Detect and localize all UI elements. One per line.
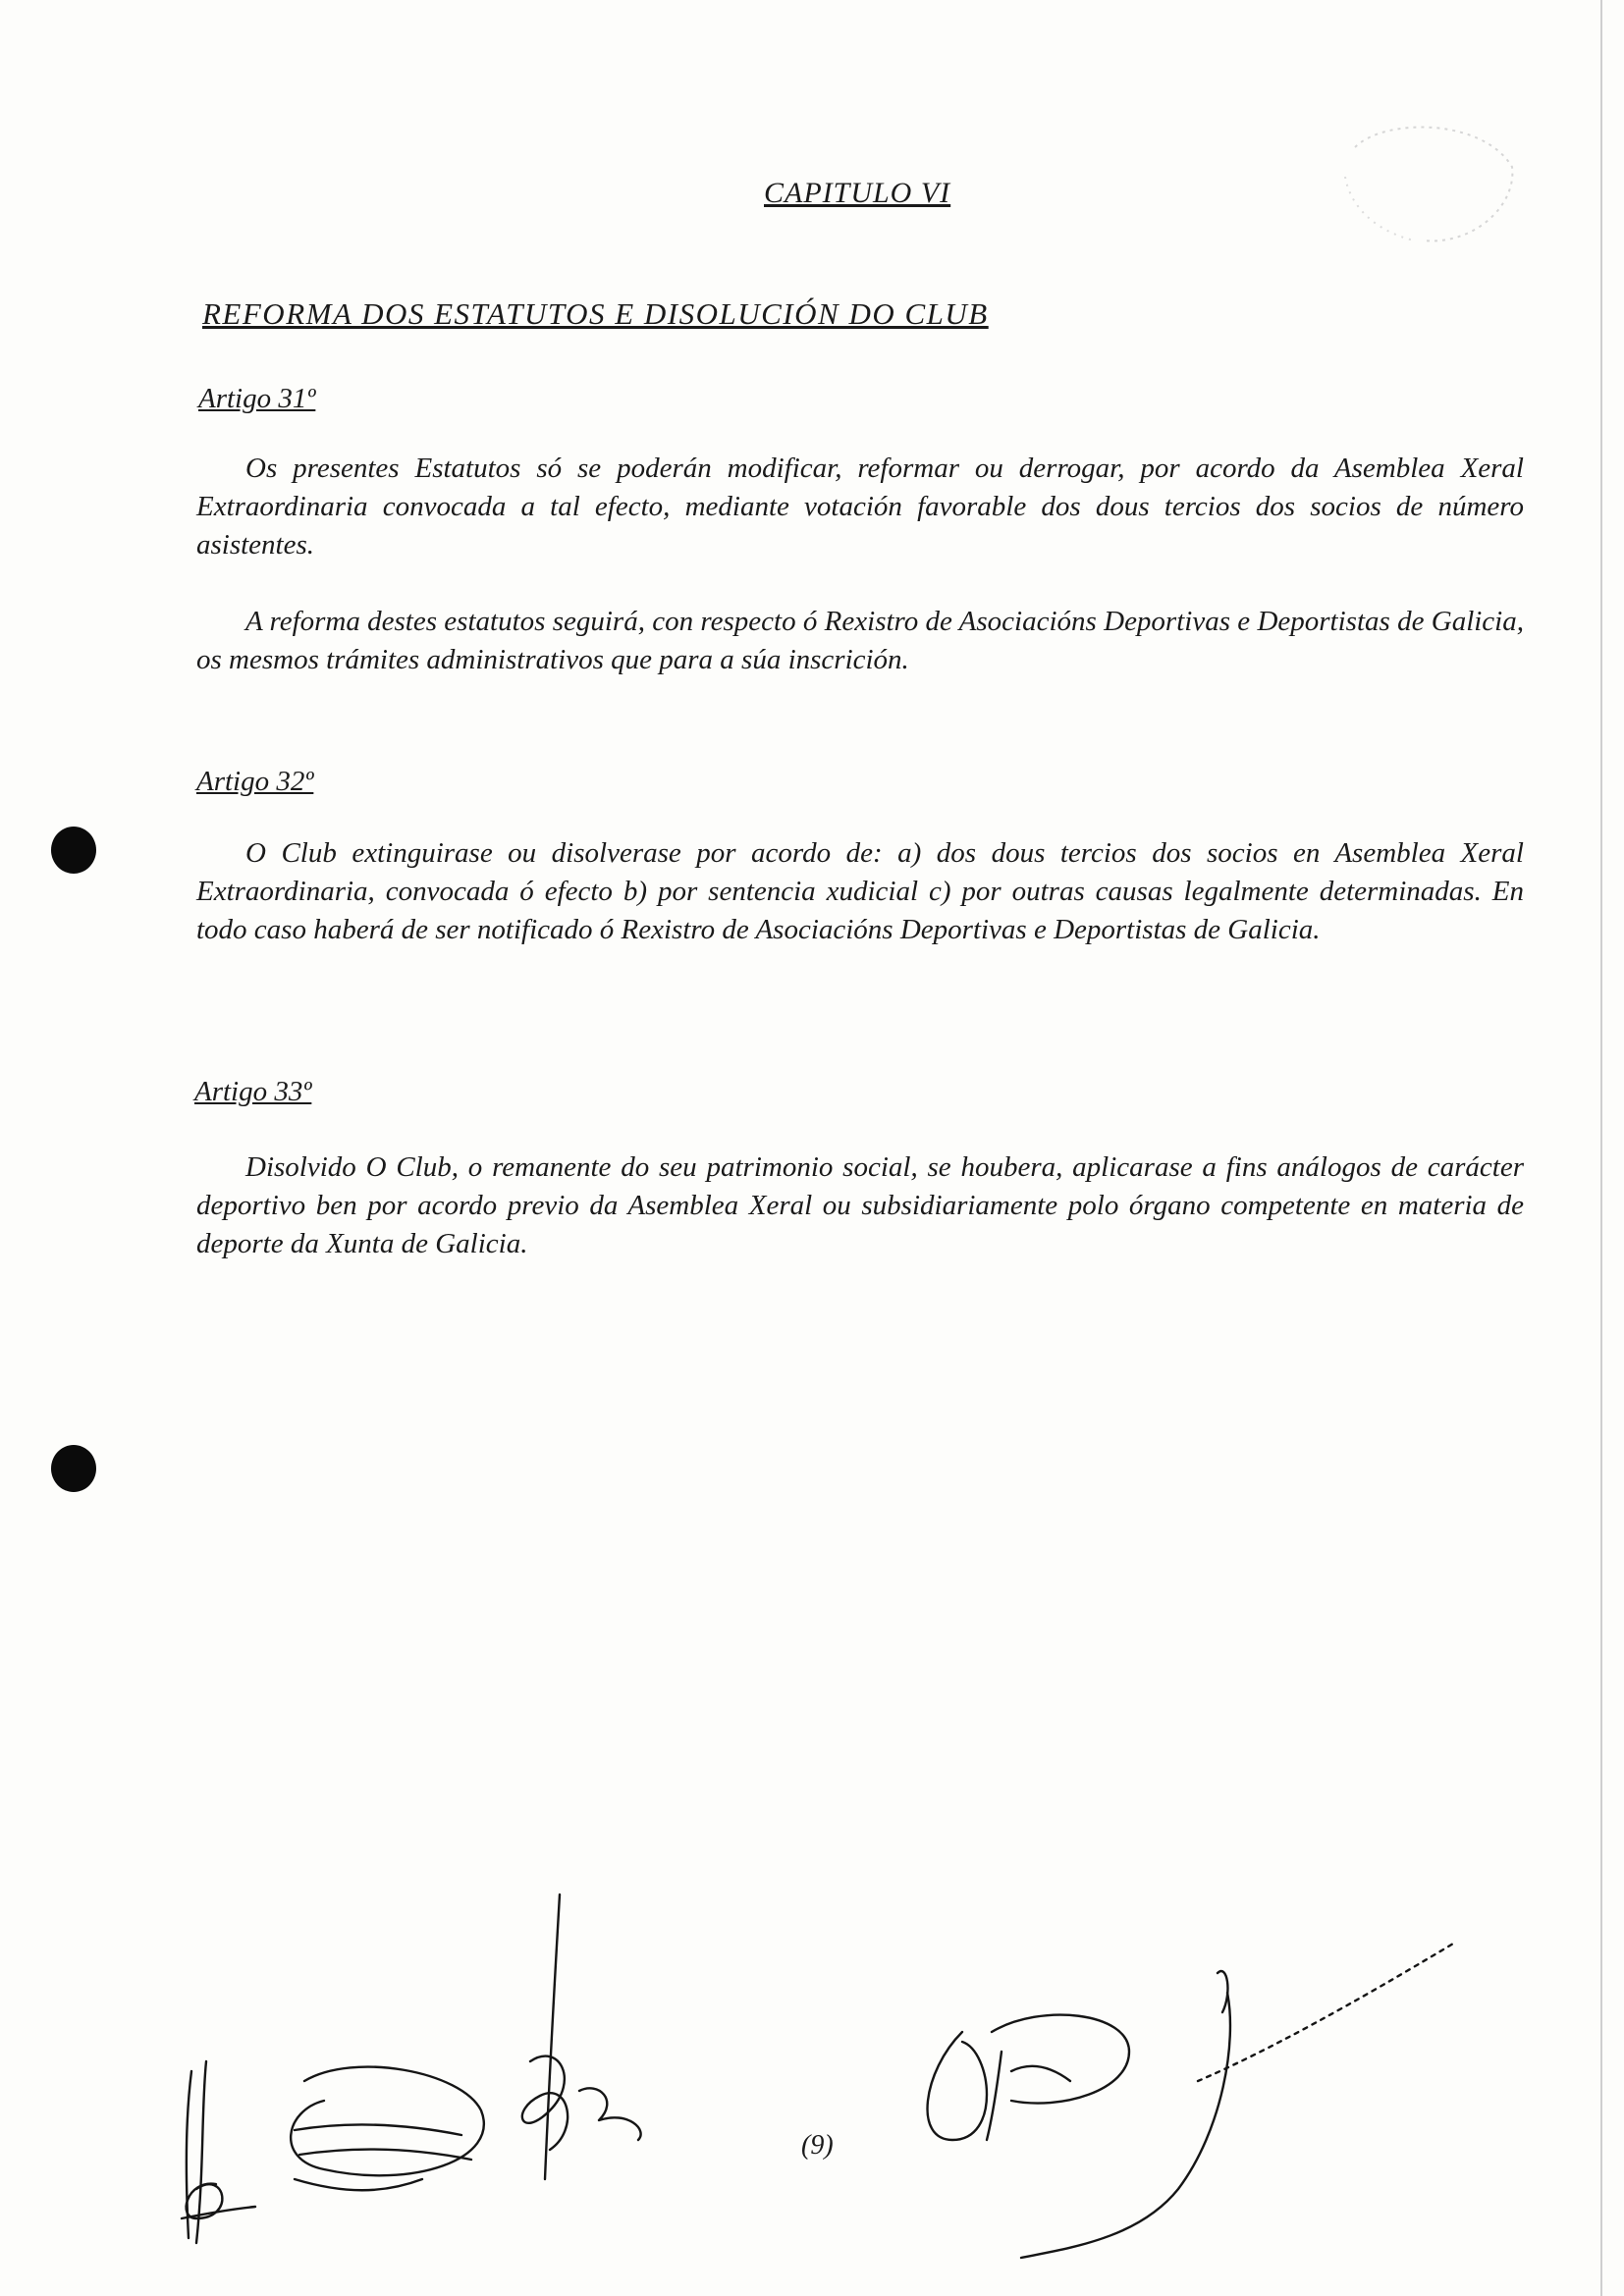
section-title: REFORMA DOS ESTATUTOS E DISOLUCIÓN DO CLUB bbox=[202, 296, 989, 331]
article-33-heading: Artigo 33º bbox=[194, 1076, 312, 1107]
article-31-paragraph-1 bbox=[196, 450, 1524, 564]
article-32-paragraph-1 bbox=[196, 834, 1524, 949]
signature-2 bbox=[265, 2052, 511, 2248]
faint-stamp-mark bbox=[1316, 108, 1532, 255]
scan-edge-line bbox=[1600, 0, 1602, 2296]
article-31-paragraph-2-text: A reforma destes estatutos seguirá, con respecto ó Rexistro de Asociacións Deportivas e Deportistas de Galicia, os mesmos trámites administrativos que para a súa inscrición. bbox=[196, 606, 1524, 675]
punch-hole-top bbox=[51, 827, 96, 874]
article-33-paragraph-1 bbox=[196, 1148, 1524, 1263]
article-31-paragraph-1-text: Os presentes Estatutos só se poderán modificar, reformar ou derrogar, por acordo da Asemblea Xeral Extraordinaria convocada a tal efecto, mediante votación favorable dos dous tercios dos socios de número asistentes. bbox=[196, 453, 1524, 561]
article-31-paragraph-2 bbox=[196, 603, 1524, 679]
signature-5 bbox=[1011, 1934, 1463, 2268]
article-32-paragraph-1-text: O Club extinguirase ou disolverase por acordo de: a) dos dous tercios dos socios en Asemblea Xeral Extraordinaria, convocada ó efecto b) por sentencia xudicial c) por outras causas legalmente determinadas. En todo caso haberá de ser notificado ó Rexistro de Asociacións Deportivas e Deportistas de Galicia. bbox=[196, 837, 1524, 945]
chapter-title: CAPITULO VI bbox=[764, 177, 951, 209]
article-32-heading: Artigo 32º bbox=[196, 766, 314, 797]
article-31-heading: Artigo 31º bbox=[198, 383, 316, 414]
punch-hole-bottom bbox=[51, 1445, 96, 1492]
signature-3 bbox=[491, 1885, 668, 2199]
page-number: (9) bbox=[801, 2130, 834, 2161]
article-33-paragraph-1-text: Disolvido O Club, o remanente do seu patrimonio social, se houbera, aplicarase a fins análogos de carácter deportivo ben por acordo previo da Asemblea Xeral ou subsidiariamente polo órgano competente en materia de deporte da Xunta de Galicia. bbox=[196, 1151, 1524, 1259]
